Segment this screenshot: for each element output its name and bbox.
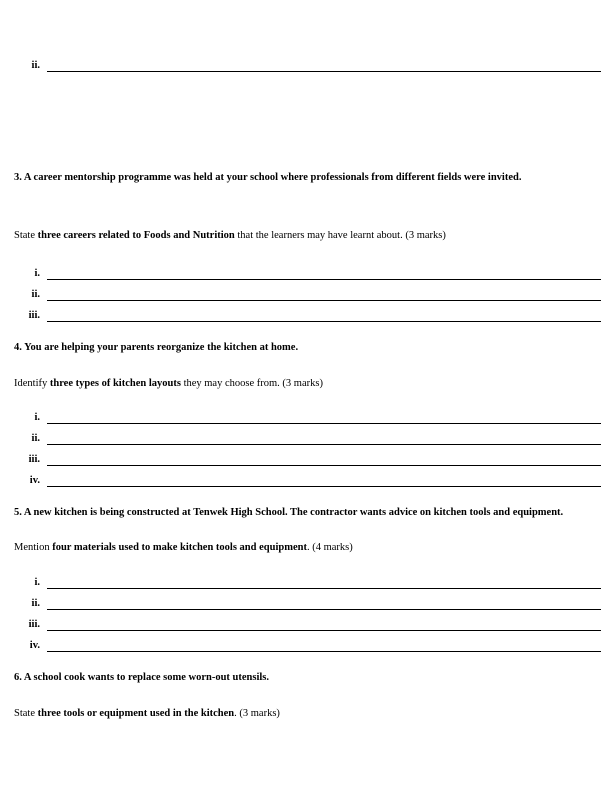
answer-line [14,568,601,589]
prompt-text: Identify [14,378,50,389]
question-6 [14,667,601,724]
question-4 [14,337,601,487]
answer-numeral: ii. [31,598,40,609]
answer-blank-line[interactable] [47,403,601,424]
answer-numeral: i. [34,268,40,279]
answer-blank-line[interactable] [47,610,601,631]
question-5-answer-lines [14,568,601,652]
answer-blank-line[interactable] [47,466,601,487]
prompt-text: . (4 marks) [306,542,353,553]
answer-line [14,51,601,72]
answer-numeral: ii. [31,433,40,444]
answer-numeral: iii. [28,619,40,630]
answer-line [14,610,601,631]
answer-line [14,445,601,466]
prompt-text: State [14,708,38,719]
answer-blank-line[interactable] [47,280,601,301]
answer-blank-line[interactable] [47,424,601,445]
answer-line [14,259,601,280]
answer-numeral: iii. [28,310,40,321]
answer-line [14,466,601,487]
prompt-text: Mention [14,542,53,553]
prompt-bold-text: three types of kitchen layouts [49,378,181,389]
prompt-text: they may choose from. (3 marks) [180,378,323,389]
question-3-heading: 3. A career mentorship programme was held at your school where professionals from different fields were invited. [14,172,522,183]
answer-blank-line[interactable] [47,259,601,280]
prompt-bold-text: three careers related to Foods and Nutrition [37,230,235,241]
answer-numeral: ii. [31,60,40,71]
answer-numeral: iii. [28,454,40,465]
answer-line [14,631,601,652]
answer-numeral: i. [34,412,40,423]
question-4-answer-lines [14,403,601,487]
question-3-answer-lines [14,259,601,322]
prompt-text: State [14,230,38,241]
answer-blank-line[interactable] [47,568,601,589]
answer-numeral: ii. [31,289,40,300]
answer-numeral: iv. [29,640,40,651]
question-4-heading: 4. You are helping your parents reorganize the kitchen at home. [14,342,299,353]
answer-numeral: i. [34,577,40,588]
answer-blank-line[interactable] [47,589,601,610]
question-5-heading: 5. A new kitchen is being constructed at Tenwek High School. The contractor wants advice on kitchen tools and equipment. [14,507,564,518]
question-5 [14,502,601,652]
prompt-bold-text: three tools or equipment used in the kitchen [37,708,235,719]
prompt-bold-text: four materials used to make kitchen tools and equipment [52,542,307,553]
answer-blank-line[interactable] [47,631,601,652]
question-3-prompt [14,225,601,246]
question-6-heading: 6. A school cook wants to replace some worn-out utensils. [14,672,270,683]
answer-blank-line[interactable] [47,301,601,322]
question-5-prompt [14,537,601,558]
answer-line [14,280,601,301]
answer-numeral: iv. [29,475,40,486]
prompt-text: that the learners may have learnt about. (3 marks) [234,230,446,241]
answer-line [14,403,601,424]
question-4-prompt [14,373,601,394]
question-3 [14,167,601,322]
question-6-prompt [14,703,601,724]
answer-blank-line[interactable] [47,51,601,72]
answer-blank-line[interactable] [47,445,601,466]
prompt-text: . (3 marks) [234,708,280,719]
answer-line [14,424,601,445]
answer-line [14,301,601,322]
answer-line [14,589,601,610]
